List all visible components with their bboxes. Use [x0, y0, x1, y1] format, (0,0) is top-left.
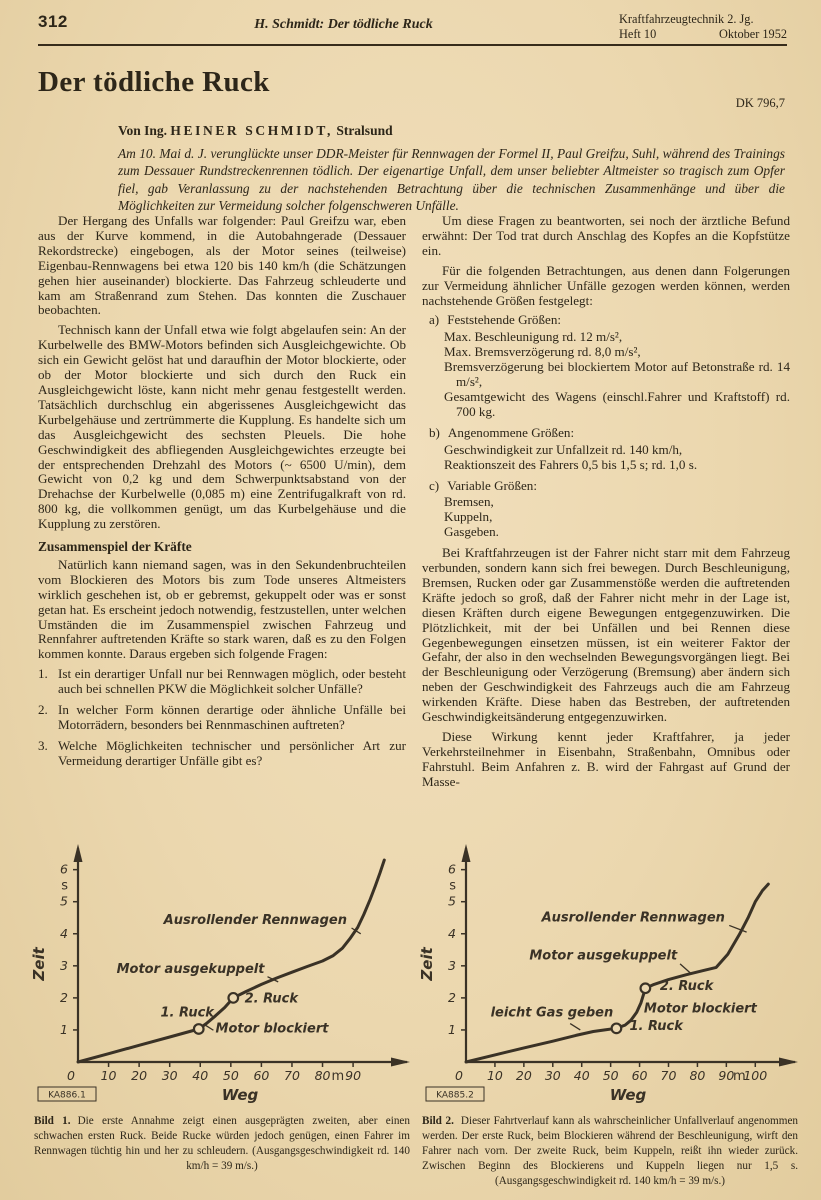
svg-text:20: 20 [515, 1068, 532, 1083]
svg-text:Zeit: Zeit [418, 947, 436, 981]
svg-text:KA886.1: KA886.1 [48, 1090, 86, 1101]
header-rule [38, 44, 787, 46]
group-item: Gasgeben. [444, 524, 499, 540]
author-name: HEINER SCHMIDT, [170, 123, 333, 138]
svg-text:30: 30 [161, 1068, 178, 1083]
journal-title: Kraftfahrzeugtechnik 2. Jg. [619, 12, 754, 26]
group-label: b) [429, 424, 440, 440]
svg-text:m: m [733, 1069, 746, 1084]
svg-text:2: 2 [60, 989, 68, 1005]
dk-classification: DK 796,7 [735, 96, 785, 110]
quantity-group-c [422, 479, 790, 541]
group-item: Max. Beschleunigung rd. 12 m/s², [444, 329, 623, 345]
svg-text:Motor blockiert: Motor blockiert [643, 1001, 757, 1017]
svg-text:10: 10 [486, 1068, 503, 1083]
svg-text:Ausrollender Rennwagen: Ausrollender Rennwagen [163, 913, 347, 929]
svg-text:KA885.2: KA885.2 [436, 1090, 474, 1101]
group-item: Max. Bremsverzögerung rd. 8,0 m/s², [444, 344, 641, 360]
group-title [422, 479, 790, 494]
svg-text:2: 2 [448, 989, 456, 1005]
paragraph: Bei Kraftfahrzeugen ist der Fahrer nicht starr mit dem Fahrzeug verbunden, sondern kann sich frei bewegen. Durch Beschleunigung, Bremsen, Rucken oder gar Zusammenstöße werden die auftretenden Kräfte jedoch so groß, daß der Fahrer nicht mehr in der Lage ist, diesen Kräften durch eigene Bewegungen entgegenzuwirken. Die Plötzlichkeit, mit der bei Unfällen und bei Rennen diese Gegenbewegungen einsetzen müssen, ist ein weiterer Faktor der Gefahr, der also in den wechselnden Bewegungsvorgängen liegt. Bei der Beschleunigung oder Verzögerung (Bremsung) aber ändern sich neben der Geschwindigkeit des Fahrzeugs auch die am Fahrzeug wirkenden Kräfte. Diese haben das Bestreben, der auftretenden Geschwindigkeitsänderung entgegenzuwirken. [422, 545, 790, 725]
svg-text:2. Ruck: 2. Ruck [659, 978, 714, 994]
group-name: Angenommene Größen: [447, 424, 575, 440]
svg-text:60: 60 [631, 1068, 648, 1083]
paragraph: Technisch kann der Unfall etwa wie folgt abgelaufen sein: An der Kurbelwelle des BMW-Motors befinden sich Ausgleichgewichte. Ob sich ein Gewicht gelöst hat und daraufhin der Motor blockierte, oder ob der Motor blockierte und sich durch den Ruck ein Ausgleichgewicht löste, kann nicht mehr genau festgestellt werden. Tatsächlich durchschlug ein abgerissenes Ausgleichgewicht das Kurbelgehäuse und zertrümmerte die Kupplung. Es handelte sich um das Ausgleichgewicht des sechsten Pleuels. Die hohe Geschwindigkeit des abfliegenden Ausgleichgewichtes erzeugte bei der entsprechenden Drehzahl des Motors (~ 6500 U/min), dem Gewicht von 0,2 kg und dem Schwerpunktsabstand von der Drehachse der Kurbelwelle (0,085 m) eine Zentrifugalkraft von rd. 800 kg, die vollkommen genügt, um das Kurbelgehäuse und die Kupplung zu zerstören. [38, 322, 406, 532]
journal-date: Oktober 1952 [719, 27, 787, 42]
svg-text:40: 40 [192, 1068, 209, 1083]
question-text: In welcher Form können derartige oder ähnliche Unfälle bei Motorrädern, besonders bei Rennmaschinen auftreten? [58, 702, 406, 732]
journal-info [619, 12, 787, 43]
figure-label: Bild 1. [34, 1115, 71, 1127]
figure-caption [30, 1114, 414, 1174]
quantity-group-b [422, 426, 790, 473]
page-header [38, 12, 787, 43]
svg-text:5: 5 [448, 893, 456, 909]
svg-text:1: 1 [60, 1021, 68, 1037]
right-column [422, 214, 790, 795]
question-item [38, 667, 406, 697]
article-body [38, 214, 790, 795]
group-item: Kuppeln, [444, 509, 493, 525]
group-name: Feststehende Größen: [447, 312, 562, 328]
svg-text:3: 3 [60, 957, 68, 973]
figure-bild-2 [418, 838, 802, 1189]
svg-text:30: 30 [544, 1068, 561, 1083]
page-number: 312 [38, 12, 68, 31]
group-item: Bremsen, [444, 494, 494, 510]
question-number: 1. [38, 666, 48, 682]
abstract: Am 10. Mai d. J. verunglückte unser DDR-Meister für Rennwagen der Formel II, Paul Greifzu, Suhl, während des Trainings zum Dessauer Rundstreckenrennen tödlich. Der eigenartige Unfall, dem unser beliebter Altmeister so tragisch zum Opfer fiel, gab Veranlassung zu der nachstehenden Betrachtung über die technischen Zusammenhänge und über die Möglichkeiten zur Vermeidung solcher folgenschweren Unfälle. [118, 146, 785, 214]
svg-text:80: 80 [689, 1068, 706, 1083]
svg-text:90: 90 [718, 1068, 735, 1083]
paragraph: Diese Wirkung kennt jeder Kraftfahrer, ja jeder Verkehrsteilnehmer in Eisenbahn, Straßenbahn, Omnibus oder Fahrstuhl. Beim Anfahren z. B. wird der Fahrgast auf Grund der Masse- [422, 729, 790, 789]
svg-text:100: 100 [743, 1068, 768, 1083]
svg-text:leicht Gas geben: leicht Gas geben [490, 1005, 614, 1021]
figure-caption-text: Die erste Annahme zeigt einen ausgeprägten zweiten, aber einen schwachen ersten Ruck. Beide Rucke würden jedoch genügen, einen Fahrer im Rennwagen tüchtig hin und her zu schleudern. (Ausgangsgeschwindigkeit rd. 140 km/h = 39 m/s.) [34, 1115, 410, 1172]
svg-text:Weg: Weg [609, 1086, 647, 1104]
svg-text:Motor blockiert: Motor blockiert [215, 1021, 329, 1037]
group-item: Gesamtgewicht des Wagens (einschl.Fahrer und Kraftstoff) rd. 700 kg. [444, 388, 790, 419]
svg-text:Motor ausgekuppelt: Motor ausgekuppelt [116, 961, 265, 977]
author-city: Stralsund [336, 123, 393, 138]
figure-caption [418, 1114, 802, 1189]
question-number: 3. [38, 737, 48, 753]
group-title [422, 426, 790, 441]
figure-label: Bild 2. [422, 1115, 454, 1127]
journal-issue: Heft 10 [619, 27, 657, 42]
svg-text:1. Ruck: 1. Ruck [160, 1005, 214, 1021]
group-title [422, 313, 790, 328]
svg-text:50: 50 [222, 1068, 239, 1083]
svg-text:3: 3 [448, 957, 456, 973]
question-number: 2. [38, 702, 48, 718]
group-item: Bremsverzögerung bei blockiertem Motor auf Betonstraße rd. 14 m/s², [444, 359, 790, 390]
svg-text:50: 50 [602, 1068, 619, 1083]
svg-text:Motor ausgekuppelt: Motor ausgekuppelt [529, 948, 678, 964]
svg-text:40: 40 [573, 1068, 590, 1083]
bild-1-chart [30, 838, 414, 1108]
svg-text:m: m [331, 1069, 345, 1084]
figure-caption-text: Dieser Fahrtverlauf kann als wahrscheinlicher Unfallverlauf angenommen werden. Der erste Ruck, beim Blockieren während der Beschleunigung, wirft den Fahrer nach vorn. Der zweite Ruck, beim Kuppeln, reißt ihn wieder zurück. Zwischen Beginn des Blockierens und Kuppeln liegen nur 1,5 s. (Ausgangsgeschwindigkeit rd. 140 km/h = 39 m/s.) [422, 1115, 799, 1187]
paragraph: Natürlich kann niemand sagen, was in den Sekundenbruchteilen vom Blockieren des Motors bis zum Tode unseres Altmeisters wirklich geschehen ist, ob er gebremst, gekuppelt oder was er sonst getan hat. Es erscheint jedoch notwendig, festzustellen, unter welchen Umständen die im Zusammenspiel zwischen Fahrzeug und Rennfahrer auftretenden Kräfte so stark waren, daß es zu den Folgen kommen konnte. Daraus ergeben sich folgende Fragen: [38, 556, 406, 662]
question-item [38, 703, 406, 733]
svg-text:s: s [61, 878, 68, 894]
bild-2-chart [418, 838, 802, 1108]
svg-text:1: 1 [448, 1021, 456, 1037]
svg-text:1. Ruck: 1. Ruck [629, 1018, 683, 1034]
svg-text:60: 60 [253, 1068, 270, 1083]
svg-text:Weg: Weg [221, 1086, 259, 1104]
group-item: Reaktionszeit des Fahrers 0,5 bis 1,5 s; rd. 1,0 s. [444, 456, 698, 472]
section-heading: Zusammenspiel der Kräfte [38, 539, 192, 555]
byline [118, 123, 393, 139]
paragraph: Für die folgenden Betrachtungen, aus denen dann Folgerungen zur Vermeidung ähnlicher Unfälle gezogen werden können, werden nachstehende Größen festgelegt: [422, 262, 790, 308]
paragraph: Der Hergang des Unfalls war folgender: Paul Greifzu war, eben aus der Kurve kommend, in die Autobahngerade (Dessauer Rekordstrecke) eingebogen, als der Motor seines (teilweise) Eigenbau-Rennwagens bei etwa 120 bis 140 km/h (die Schätzungen gehen hier auseinander) blockierte. Das Fahrzeug schleuderte und kam am Straßenrand zum Stehen. Das konnten die Zuschauer beobachten. [38, 213, 406, 318]
quantity-group-a [422, 313, 790, 419]
svg-text:70: 70 [660, 1068, 677, 1083]
svg-text:6: 6 [60, 861, 68, 877]
byline-prefix: Von Ing. [118, 123, 168, 138]
group-item: Geschwindigkeit zur Unfallzeit rd. 140 km/h, [444, 441, 683, 457]
svg-text:2. Ruck: 2. Ruck [244, 991, 299, 1007]
svg-text:6: 6 [448, 861, 456, 877]
svg-text:4: 4 [448, 925, 456, 941]
paragraph: Um diese Fragen zu beantworten, sei noch der ärztliche Befund erwähnt: Der Tod trat durch Anschlag des Kopfes an die Kopfstütze ein. [422, 213, 790, 258]
group-label: a) [429, 312, 440, 328]
question-item [38, 739, 406, 769]
figure-bild-1 [30, 838, 414, 1174]
svg-text:10: 10 [100, 1068, 117, 1083]
question-text: Welche Möglichkeiten technischer und persönlicher Art zur Vermeidung derartiger Unfälle gibt es? [58, 737, 406, 768]
svg-text:20: 20 [131, 1068, 148, 1083]
svg-text:5: 5 [60, 893, 68, 909]
svg-text:90: 90 [345, 1068, 362, 1083]
svg-text:70: 70 [284, 1068, 300, 1083]
left-column [38, 214, 406, 795]
group-name: Variable Größen: [447, 477, 537, 493]
svg-text:Ausrollender Rennwagen: Ausrollender Rennwagen [541, 910, 725, 926]
svg-text:s: s [449, 878, 456, 894]
svg-text:0: 0 [455, 1068, 463, 1083]
svg-text:80: 80 [314, 1068, 331, 1083]
svg-text:0: 0 [67, 1068, 75, 1083]
question-text: Ist ein derartiger Unfall nur bei Rennwagen möglich, oder besteht auch bei schnellen PKW die Möglichkeit solcher Unfälle? [58, 666, 406, 697]
svg-text:4: 4 [60, 925, 68, 941]
running-head: H. Schmidt: Der tödliche Ruck [254, 17, 433, 32]
group-label: c) [429, 477, 440, 493]
svg-text:Zeit: Zeit [30, 947, 48, 981]
article-title: Der tödliche Ruck [38, 66, 270, 98]
